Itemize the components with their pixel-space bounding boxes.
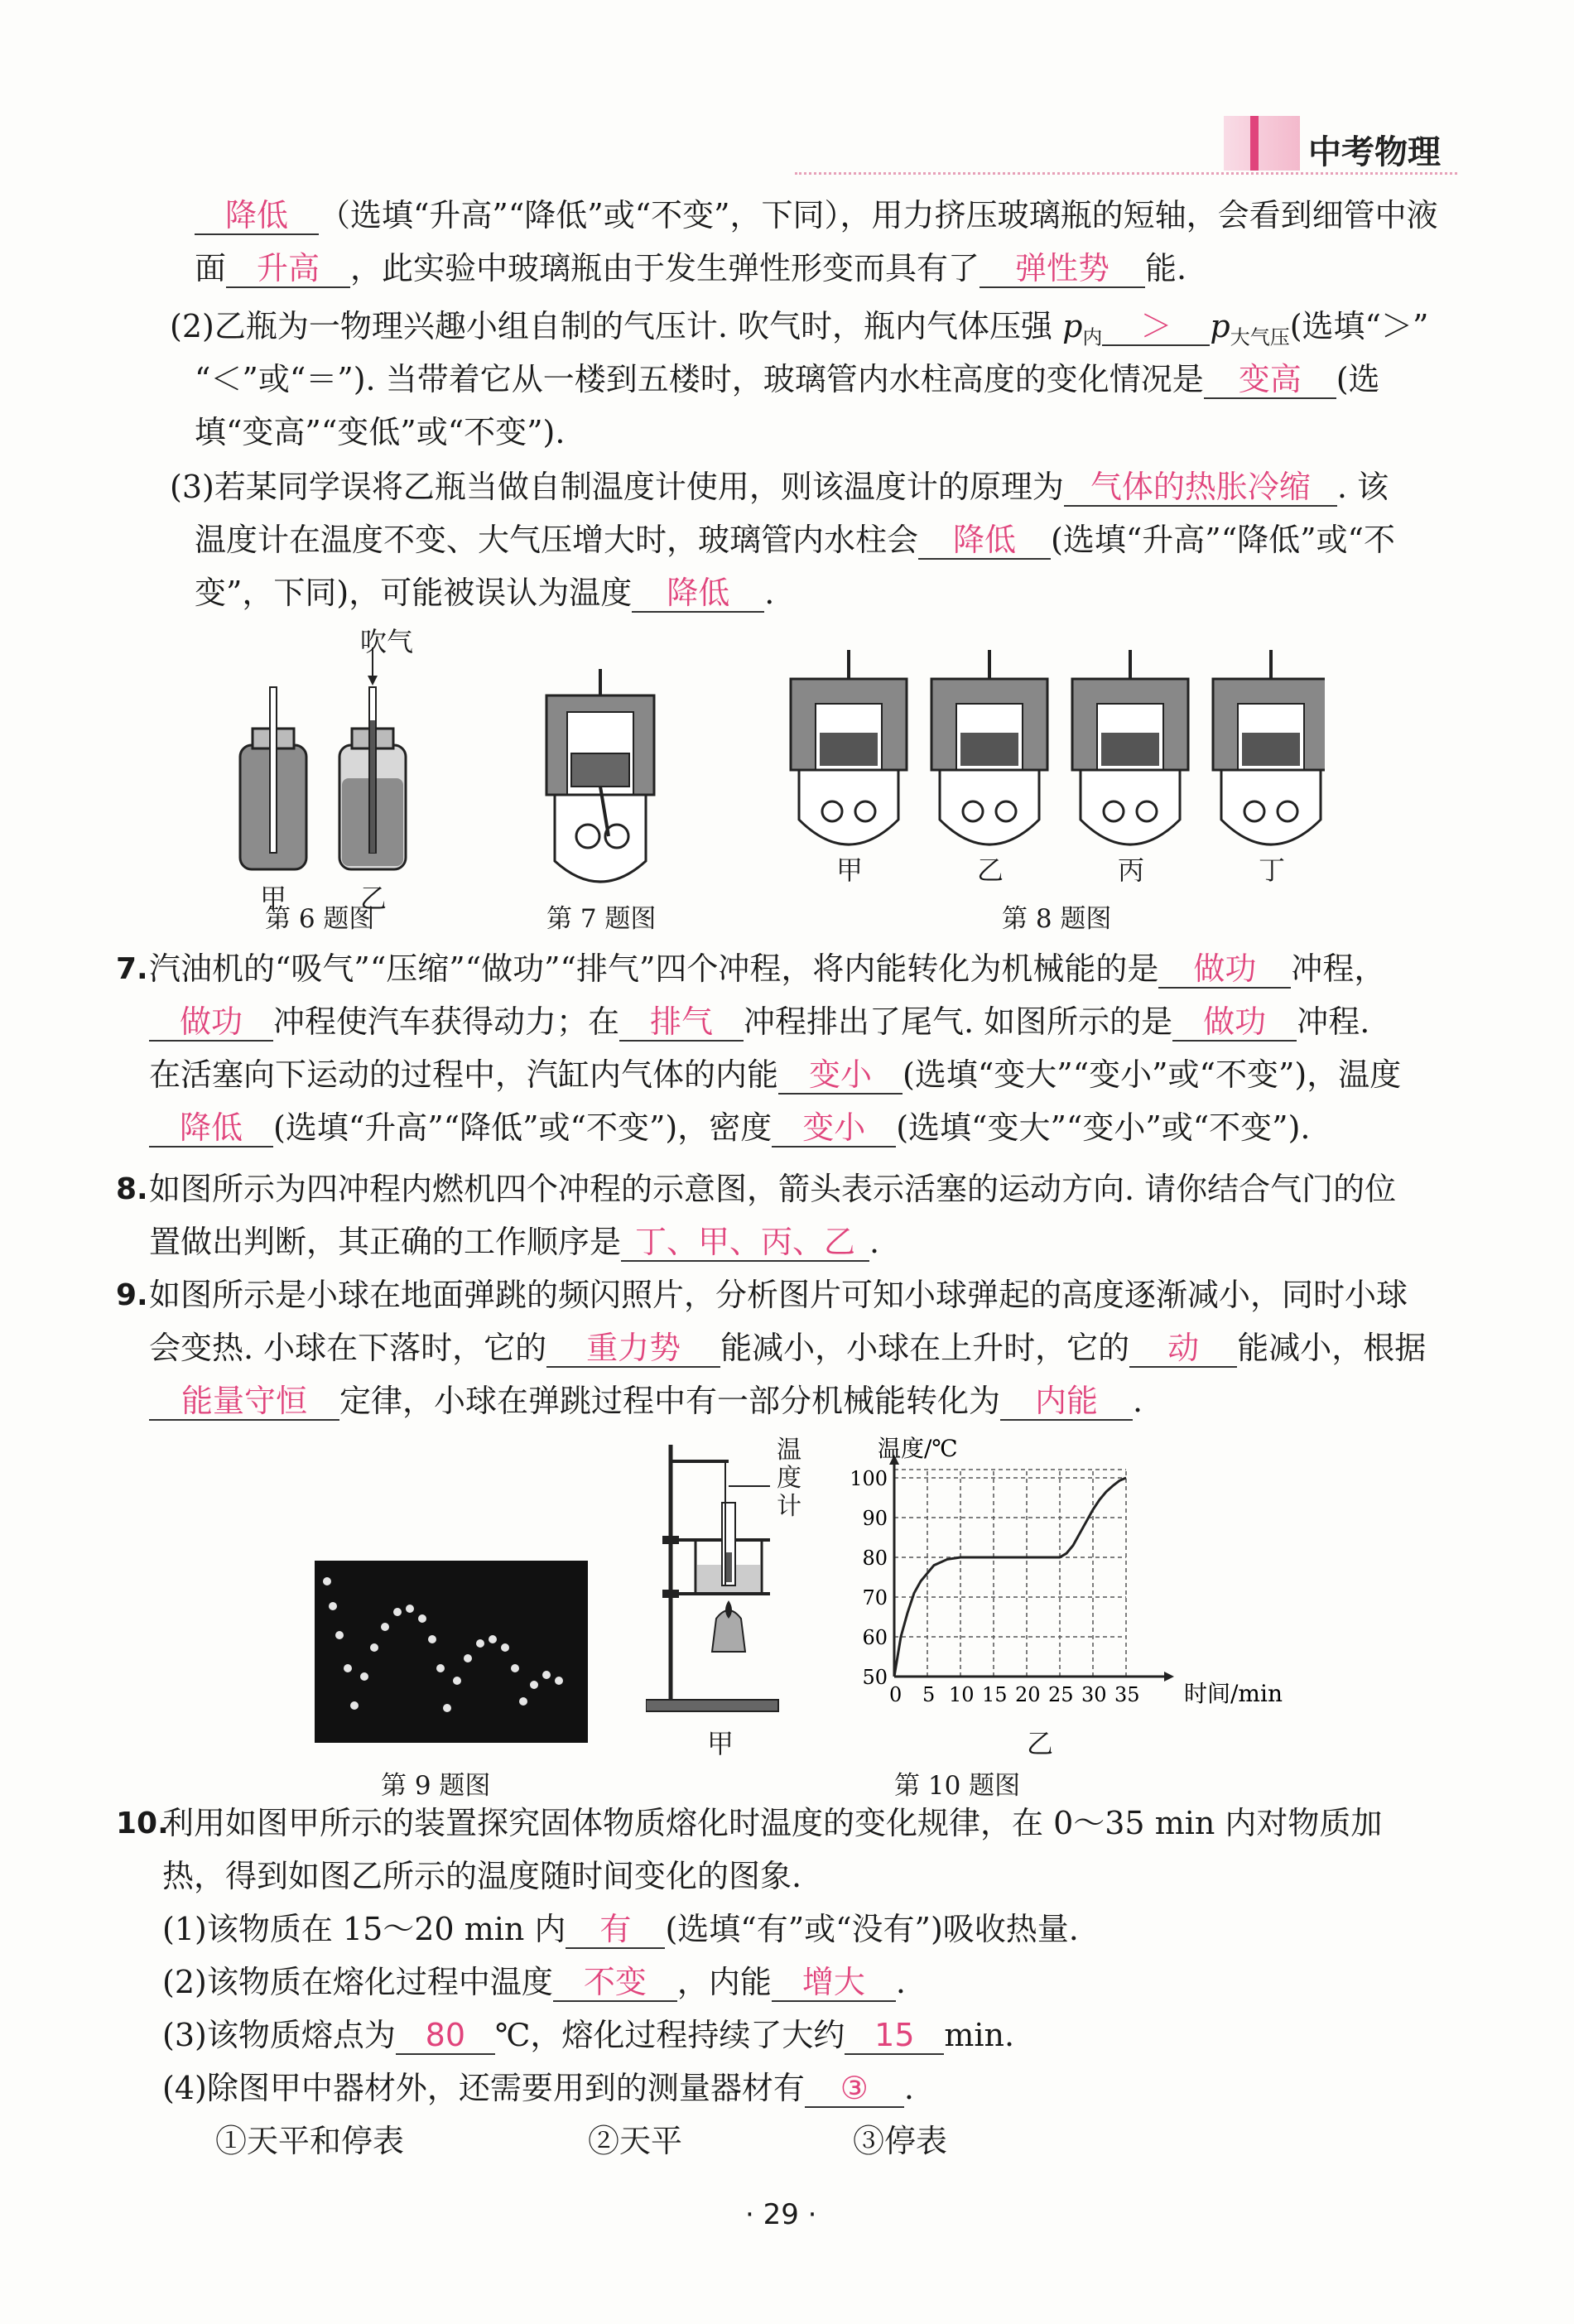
q10-answer-5: 15 — [845, 2017, 944, 2055]
header-title: 中考物理 — [1308, 133, 1441, 171]
x-tick-label: 5 — [922, 1683, 936, 1706]
q9-line-1 — [149, 1275, 1408, 1315]
q6-text: . — [764, 575, 775, 611]
q7-number: 7. — [116, 952, 148, 986]
q7-text: 汽油机的“吸气”“压缩”“做功”“排气”四个冲程，将内能转化为机械能的是 — [149, 950, 1159, 987]
x-axis-label: 时间/min — [1184, 1680, 1283, 1707]
q6-part2-line-3 — [195, 412, 565, 452]
q10-line-1 — [162, 1803, 1382, 1843]
q9-line-2 — [149, 1328, 1426, 1368]
q6-answer-4: ＞ — [1102, 308, 1210, 346]
q6-text: 温度计在温度不变、大气压增大时，玻璃管内水柱会 — [195, 522, 919, 558]
caption-fig-8: 第 8 题图 — [1002, 904, 1112, 934]
q10-text: ，内能 — [676, 1964, 772, 2000]
q10-text: ℃，熔化过程持续了大约 — [494, 2017, 845, 2053]
q9-text: 定律，小球在弹跳过程中有一部分机械能转化为 — [339, 1383, 1001, 1419]
x-tick-label: 0 — [889, 1683, 903, 1706]
x-tick-label: 20 — [1015, 1683, 1041, 1706]
x-axis-arrow — [1164, 1672, 1174, 1682]
q6-line-1 — [195, 195, 1438, 235]
question-8 — [116, 1169, 1482, 1285]
engine-label-ding: 丁 — [1259, 854, 1286, 886]
thermometer-label-char: 计 — [777, 1492, 801, 1521]
apparatus-label: 甲 — [707, 1728, 734, 1759]
q6-part3-line-1 — [170, 467, 1389, 507]
q10-part-1 — [162, 1909, 1079, 1949]
q7-text: 冲程. — [1297, 1003, 1370, 1040]
bottle-label-jia: 甲 — [260, 883, 287, 914]
q8-line-2 — [149, 1222, 879, 1262]
q10-text: 热，得到如图乙所示的温度随时间变化的图象. — [162, 1858, 802, 1894]
q6-answer-1: 降低 — [195, 197, 319, 235]
page-number: · 29 · — [745, 2198, 817, 2231]
q7-answer-2: 做功 — [149, 1003, 273, 1042]
q6-text: （选填“升高”“降低”或“不变”，下同），用力挤压玻璃瓶的短轴，会看到细管中液 — [319, 197, 1438, 233]
q10-option-2: ②天平 — [588, 2123, 683, 2159]
q6-text: 能. — [1145, 250, 1187, 286]
q7-line-3 — [149, 1055, 1401, 1095]
q9-answer-2: 动 — [1129, 1330, 1237, 1368]
y-tick-label: 70 — [862, 1586, 888, 1609]
q9-text: 能减小，小球在上升时，它的 — [720, 1330, 1130, 1366]
q6-answer-7: 降低 — [918, 522, 1051, 560]
q6-part3-line-2 — [195, 520, 1395, 560]
q6-text: 面 — [195, 250, 227, 286]
graph-label: 乙 — [1027, 1728, 1054, 1759]
q10-text: . — [895, 1964, 906, 2000]
q9-answer-3: 能量守恒 — [149, 1383, 339, 1421]
q10-part-4 — [162, 2068, 914, 2108]
q6-text: ，此实验中玻璃瓶由于发生弹性形变而具有了 — [350, 250, 980, 286]
thermometer-label-char: 温 — [777, 1436, 801, 1465]
bottle-yi — [339, 647, 406, 869]
y-tick-label: 60 — [862, 1626, 888, 1649]
engine-label-yi: 乙 — [977, 854, 1004, 886]
q10-answer-3: 增大 — [772, 1964, 896, 2002]
q7-text: 冲程， — [1291, 950, 1386, 987]
q7-line-4 — [149, 1108, 1311, 1148]
q6-text: (3)若某同学误将乙瓶当做自制温度计使用，则该温度计的原理为 — [170, 469, 1064, 505]
q10-part-3 — [162, 2015, 1014, 2055]
q10-text: (2)该物质在熔化过程中温度 — [162, 1964, 553, 2000]
pressure-subscript: 内 — [1082, 325, 1103, 349]
y-axis-label: 温度/℃ — [878, 1436, 958, 1462]
header-rule — [795, 172, 1457, 175]
x-tick-label: 25 — [1048, 1683, 1074, 1706]
q10-number: 10. — [116, 1807, 169, 1840]
q8-line-1 — [149, 1169, 1396, 1209]
q10-text: (选填“有”或“没有”)吸收热量. — [665, 1911, 1079, 1947]
q9-text: 会变热. 小球在下落时，它的 — [149, 1330, 547, 1366]
q10-answer-6: ③ — [805, 2070, 904, 2108]
q6-text: (选 — [1336, 361, 1380, 397]
q9-answer-4: 内能 — [1000, 1383, 1133, 1421]
y-tick-label: 90 — [862, 1507, 888, 1530]
y-tick-label: 50 — [862, 1666, 888, 1689]
question-10 — [116, 1803, 1482, 2192]
q7-text: 在活塞向下运动的过程中，汽缸内气体的内能 — [149, 1056, 779, 1093]
heating-apparatus — [646, 1436, 787, 1718]
caption-fig-7: 第 7 题图 — [546, 904, 657, 934]
q6-answer-5: 变高 — [1204, 361, 1336, 399]
q6-text: (2)乙瓶为一物理兴趣小组自制的气压计. 吹气时，瓶内气体压强 — [170, 308, 1063, 344]
q7-answer-1: 做功 — [1158, 950, 1291, 989]
pressure-symbol: p — [1210, 308, 1230, 344]
engines-figure-8 — [787, 646, 1325, 878]
q6-text: (选填“＞” — [1289, 308, 1429, 344]
thermometer-label — [777, 1436, 805, 1521]
q9-number: 9. — [116, 1278, 148, 1312]
q7-answer-7: 变小 — [772, 1109, 896, 1148]
engine-label-jia: 甲 — [836, 854, 864, 886]
figure-row-2 — [315, 1436, 1308, 1801]
q10-answer-1: 有 — [566, 1911, 665, 1949]
q6-answer-8: 降低 — [632, 575, 764, 613]
temperature-series-line — [894, 1478, 1126, 1677]
question-7 — [116, 949, 1482, 1172]
blow-label: 吹气 — [360, 626, 414, 657]
figure-row-1 — [232, 626, 1358, 944]
q6-answer-2: 升高 — [226, 250, 350, 288]
x-tick-label: 35 — [1114, 1683, 1140, 1706]
q6-text: . 该 — [1336, 469, 1389, 505]
q10-answer-2: 不变 — [553, 1964, 677, 2002]
q6-text: 变”，下同)，可能被误认为温度 — [195, 575, 633, 611]
q6-part3-line-3 — [195, 573, 774, 613]
q7-answer-3: 排气 — [619, 1003, 744, 1042]
engine-stroke — [1072, 650, 1188, 844]
q6-part2-line-2 — [195, 359, 1380, 399]
y-tick-label: 80 — [862, 1547, 888, 1570]
q8-text: 置做出判断，其正确的工作顺序是 — [149, 1224, 622, 1260]
caption-fig-9: 第 9 题图 — [381, 1771, 491, 1801]
q10-option-3: ③停表 — [853, 2123, 948, 2159]
x-tick-label: 10 — [949, 1683, 975, 1706]
q8-text: 如图所示为四冲程内燃机四个冲程的示意图，箭头表示活塞的运动方向. 请你结合气门的位 — [149, 1171, 1397, 1207]
q10-part-2 — [162, 1962, 906, 2002]
x-tick-label: 30 — [1081, 1683, 1107, 1706]
caption-fig-6: 第 6 题图 — [265, 904, 375, 934]
q10-text: (4)除图甲中器材外，还需要用到的测量器材有 — [162, 2070, 805, 2106]
bottle-jia — [240, 687, 306, 869]
q7-answer-4: 做功 — [1172, 1003, 1297, 1042]
header-tab-accent — [1250, 116, 1259, 171]
q6-answer-3: 弹性势 — [980, 250, 1145, 288]
engine-stroke — [791, 650, 907, 844]
q10-option-1: ①天平和停表 — [215, 2123, 405, 2159]
bottles-figure — [232, 629, 414, 894]
x-tick-labels — [889, 1683, 1140, 1706]
q8-text: . — [869, 1224, 880, 1260]
q6-text: (选填“升高”“降低”或“不 — [1051, 522, 1395, 558]
engine-stroke — [1213, 650, 1325, 844]
engine-figure-7 — [538, 662, 662, 894]
q7-text: (选填“升高”“降低”或“不变”)，密度 — [273, 1109, 773, 1146]
x-tick-label: 15 — [982, 1683, 1008, 1706]
q7-line-1 — [149, 949, 1385, 989]
bottle-label-yi: 乙 — [360, 883, 387, 914]
q9-answer-1: 重力势 — [546, 1330, 720, 1368]
caption-fig-10: 第 10 题图 — [894, 1771, 1021, 1801]
bouncing-ball-photo — [315, 1561, 588, 1743]
q7-text: (选填“变大”“变小”或“不变”). — [896, 1109, 1311, 1146]
q6-line-2 — [195, 248, 1187, 288]
q10-answer-4: 80 — [396, 2017, 495, 2055]
q6-text: “＜”或“＝”). 当带着它从一楼到五楼时，玻璃管内水柱高度的变化情况是 — [195, 361, 1204, 397]
q10-text: 利用如图甲所示的装置探究固体物质熔化时温度的变化规律，在 0～35 min 内对物质加 — [162, 1805, 1383, 1841]
q10-text: (1)该物质在 15～20 min 内 — [162, 1911, 566, 1947]
q9-text: . — [1133, 1383, 1143, 1419]
q10-line-2 — [162, 1856, 801, 1896]
q10-text: min. — [944, 2017, 1015, 2053]
q7-text: (选填“变大”“变小”或“不变”)，温度 — [903, 1056, 1402, 1093]
q9-text: 如图所示是小球在地面弹跳的频闪照片，分析图片可知小球弹起的高度逐渐减小，同时小球 — [149, 1277, 1408, 1313]
q7-answer-5: 变小 — [778, 1056, 903, 1095]
engine-stroke — [931, 650, 1047, 844]
q10-text: . — [903, 2070, 914, 2106]
q7-line-2 — [149, 1002, 1369, 1042]
q8-number: 8. — [116, 1172, 148, 1206]
pressure-subscript: 大气压 — [1230, 325, 1290, 349]
q10-text: (3)该物质熔点为 — [162, 2017, 396, 2053]
q6-part2-line-1 — [170, 306, 1428, 358]
pressure-symbol: p — [1062, 308, 1083, 344]
y-tick-label: 100 — [850, 1467, 888, 1490]
q6-answer-6: 气体的热胀冷缩 — [1064, 469, 1337, 507]
question-9 — [116, 1275, 1482, 1449]
temperature-time-chart — [845, 1436, 1308, 1751]
thermometer-label-char: 度 — [777, 1464, 801, 1493]
q9-line-3 — [149, 1381, 1143, 1421]
q6-continuation — [170, 195, 1486, 626]
q9-text: 能减小，根据 — [1237, 1330, 1427, 1366]
q7-text: 冲程排出了尾气. 如图所示的是 — [744, 1003, 1173, 1040]
q7-text: 冲程使汽车获得动力；在 — [273, 1003, 620, 1040]
q8-answer-1: 丁、甲、丙、乙 — [621, 1224, 869, 1262]
q7-answer-6: 降低 — [149, 1109, 273, 1148]
header-tab — [1224, 116, 1300, 171]
y-tick-labels — [850, 1467, 888, 1689]
engine-label-bing: 丙 — [1118, 854, 1145, 886]
q6-text: 填“变高”“变低”或“不变”). — [195, 414, 566, 450]
